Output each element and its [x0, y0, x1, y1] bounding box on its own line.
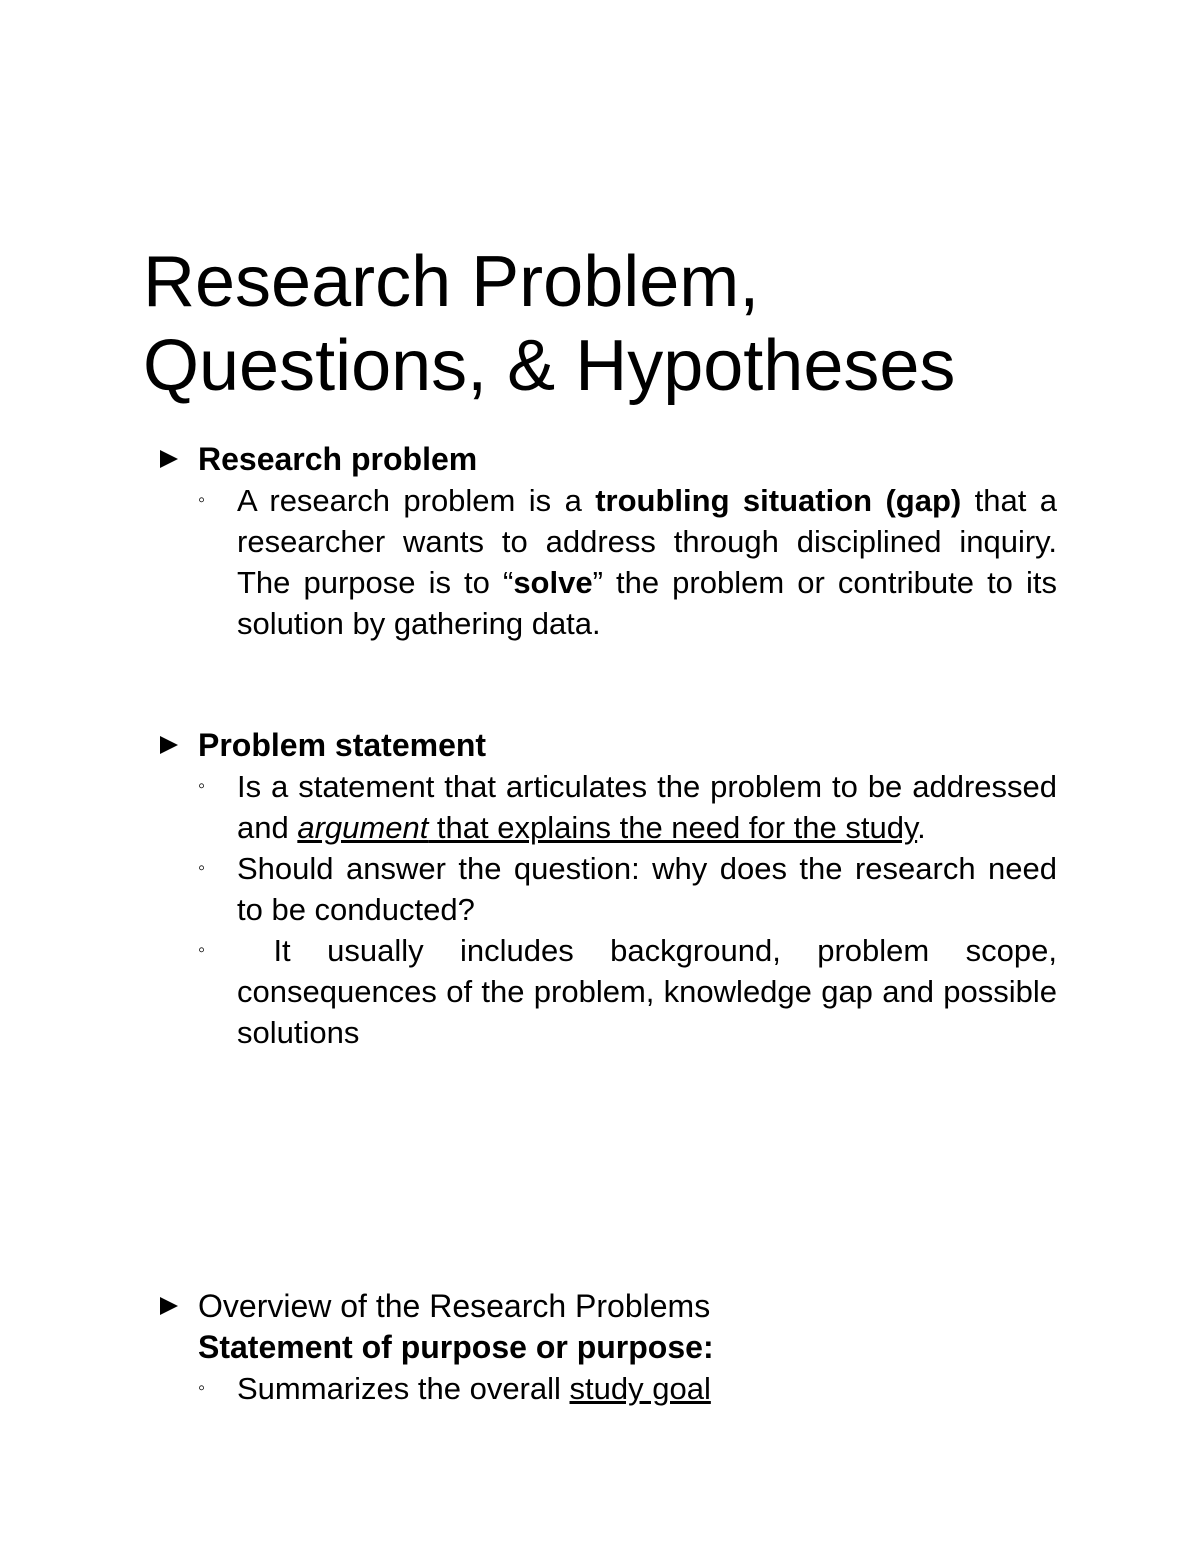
section-heading-row [160, 725, 1060, 766]
section-overview [160, 1286, 1060, 1409]
underlined-text: that explains the need for the study [428, 810, 918, 845]
list-item [198, 848, 1060, 930]
section-heading-row [160, 1286, 1060, 1368]
circle-bullet-icon: ◦ [198, 857, 206, 879]
section-heading: Overview of the Research Problems [198, 1288, 711, 1324]
list-item [198, 930, 1066, 1053]
section-heading: Research problem [198, 441, 478, 477]
triangle-right-icon [160, 736, 178, 754]
circle-bullet-icon: ◦ [198, 1377, 206, 1399]
page-title [143, 240, 1103, 408]
list-item [198, 480, 1060, 644]
triangle-right-icon [160, 1297, 178, 1315]
emphasis-text: argument [297, 810, 429, 845]
section-heading-row [160, 439, 1060, 480]
list-item-text: Is a statement that articulates the problem to be addressed and argument that explains the need for the study. [237, 769, 1057, 845]
section-heading: Problem statement [198, 727, 487, 763]
section-research-problem [160, 439, 1060, 644]
list-item [198, 766, 1060, 848]
section-subheading: Statement of purpose or purpose: [198, 1329, 714, 1365]
circle-bullet-icon: ◦ [198, 489, 206, 511]
list-item [198, 1368, 1060, 1409]
list-item-text: Should answer the question: why does the research need to be conducted? [237, 851, 1057, 927]
title-line-2: Questions, & Hypotheses [143, 326, 956, 406]
circle-bullet-icon: ◦ [198, 939, 206, 961]
triangle-right-icon [160, 450, 178, 468]
list-item-text: Summarizes the overall study goal [237, 1371, 711, 1406]
emphasis-text: solve [513, 565, 593, 600]
section-problem-statement [160, 725, 1066, 1053]
title-line-1: Research Problem, [143, 242, 760, 322]
emphasis-text: troubling situation (gap) [595, 483, 962, 518]
underlined-text: study goal [569, 1371, 711, 1406]
list-item-text: It usually includes background, problem scope, consequences of the problem, knowledge gap and possible solutions [237, 933, 1066, 1050]
list-item-text: A research problem is a troubling situation (gap) that a researcher wants to address through disciplined inquiry. The purpose is to “solve” the problem or contribute to its solution by gathering data. [237, 483, 1057, 641]
circle-bullet-icon: ◦ [198, 775, 206, 797]
